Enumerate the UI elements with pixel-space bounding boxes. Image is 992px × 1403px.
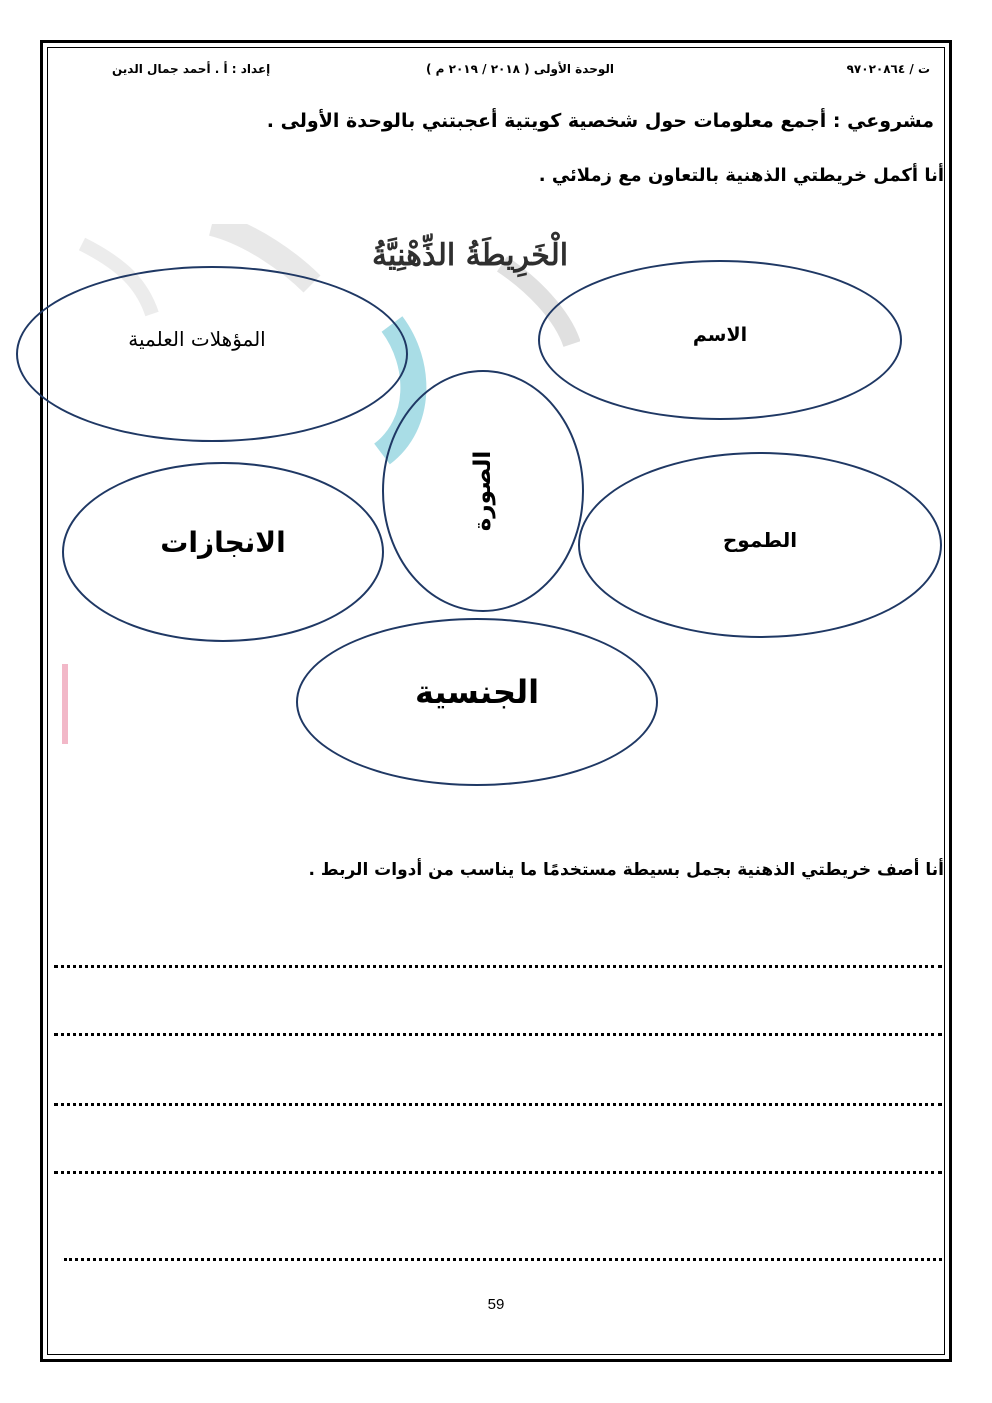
- node-nationality: [296, 618, 658, 786]
- node-achievements: [62, 462, 384, 642]
- answer-line-5[interactable]: [64, 1258, 942, 1261]
- description-instruction: أنا أصف خريطتي الذهنية بجمل بسيطة مستخدمًا ما يناسب من أدوات الربط .: [308, 860, 944, 880]
- answer-line-1[interactable]: [54, 965, 942, 968]
- task-instruction: أنا أكمل خريطتي الذهنية بالتعاون مع زملائي .: [538, 165, 944, 186]
- answer-line-2[interactable]: [54, 1033, 942, 1036]
- node-name: [538, 260, 902, 420]
- page-number: 59: [487, 1296, 505, 1313]
- node-center-photo: [382, 370, 584, 612]
- node-name-label: الاسم: [692, 324, 748, 346]
- header-unit: الوحدة الأولى ( ٢٠١٨ / ٢٠١٩ م ): [426, 62, 614, 76]
- node-qualifications: [16, 266, 408, 442]
- node-nationality-label: الجنسية: [414, 673, 540, 711]
- node-ambition: [578, 452, 942, 638]
- answer-line-4[interactable]: [54, 1171, 942, 1174]
- answer-line-3[interactable]: [54, 1103, 942, 1106]
- node-achievements-label: الانجازات: [160, 525, 286, 559]
- node-qualifications-label: المؤهلات العلمية: [128, 327, 266, 351]
- node-ambition-label: الطموح: [722, 528, 798, 552]
- node-center-label: الصورة: [470, 450, 497, 532]
- project-title: مشروعي : أجمع معلومات حول شخصية كويتية أعجبتني بالوحدة الأولى .: [266, 110, 934, 132]
- header-author: إعداد : أ . أحمد جمال الدين: [112, 62, 271, 76]
- header-phone: ت / ٩٧٠٢٠٨٦٤: [846, 62, 930, 76]
- mind-map-title: الْخَرِيطَةُ الذِّهْنِيَّةُ: [371, 238, 569, 273]
